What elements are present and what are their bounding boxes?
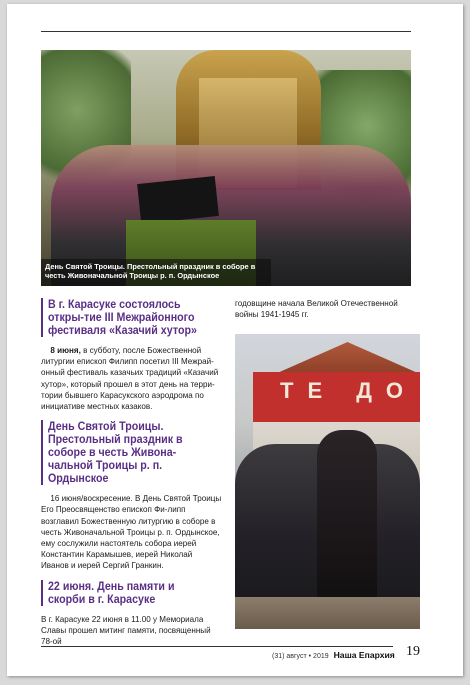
bishop-figure (317, 430, 377, 600)
footer-separator: • (308, 653, 312, 660)
magazine-page (7, 4, 463, 676)
year-label: 2019 (313, 653, 329, 660)
bottom-rule (41, 646, 393, 647)
article-heading-block (41, 420, 221, 485)
article-body: в субботу, после Божественной литургии епископ Филипп посетил III Межрай-онный фестиваль казачьих традиций «Казачий хутор», который прошел в этот день на терри-тории бывшего Карасукского аэродрома по инициативе местных казаков. (41, 345, 219, 412)
heading-accent-bar (41, 580, 43, 606)
article-paragraph: 16 июня/воскресение. В День Святой Троицы Его Преосвященство епископ Фи-липп возглавил Божественную литургию в соборе в честь Живоначальной Троицы р. п. Ордынское, ему сослужили настоятель собора иерей Константин Карамышев, иерей Николай Иванов и иерей Сергий Гранкин. (41, 493, 222, 571)
heading-accent-bar (41, 420, 43, 485)
article-paragraph: В г. Карасуке 22 июня в 11.00 у Мемориала Славы прошел митинг памяти, посвященный 78-ой (41, 613, 211, 647)
article-heading-block (41, 580, 221, 606)
page-number: 19 (406, 644, 420, 659)
magazine-title: Наша Епархия (333, 650, 395, 660)
building-lettering: ТЕ ДО (280, 378, 418, 403)
article-heading-block (41, 298, 221, 337)
issue-label: (31) август (272, 653, 307, 660)
page-footer (272, 650, 395, 660)
building-roof (275, 342, 420, 374)
photo-memorial-rally (235, 334, 420, 629)
article-lead: 8 июня, (50, 345, 81, 355)
heading-accent-bar (41, 298, 43, 337)
top-rule (41, 31, 411, 32)
article-heading: В г. Карасуке состоялось откры-тие III Межрайонного фестиваля «Казачий хутор» (48, 298, 197, 337)
photo-caption: День Святой Троицы. Престольный праздник в соборе в честь Живоначальной Троицы р. п. Ордынское (41, 259, 271, 286)
right-column (235, 298, 420, 320)
prayer-book (137, 176, 219, 224)
article-heading: День Святой Троицы. Престольный праздник в соборе в честь Живона-чальной Троицы р. п. Ордынское (48, 420, 183, 486)
photo-trinity-service (41, 50, 411, 286)
ground (235, 597, 420, 629)
article-paragraph (41, 345, 221, 412)
left-column (41, 298, 221, 647)
article-paragraph-continued: годовщине начала Великой Отечественной войны 1941-1945 гг. (235, 298, 398, 320)
article-heading: 22 июня. День памяти и скорби в г. Карасуке (48, 579, 175, 606)
